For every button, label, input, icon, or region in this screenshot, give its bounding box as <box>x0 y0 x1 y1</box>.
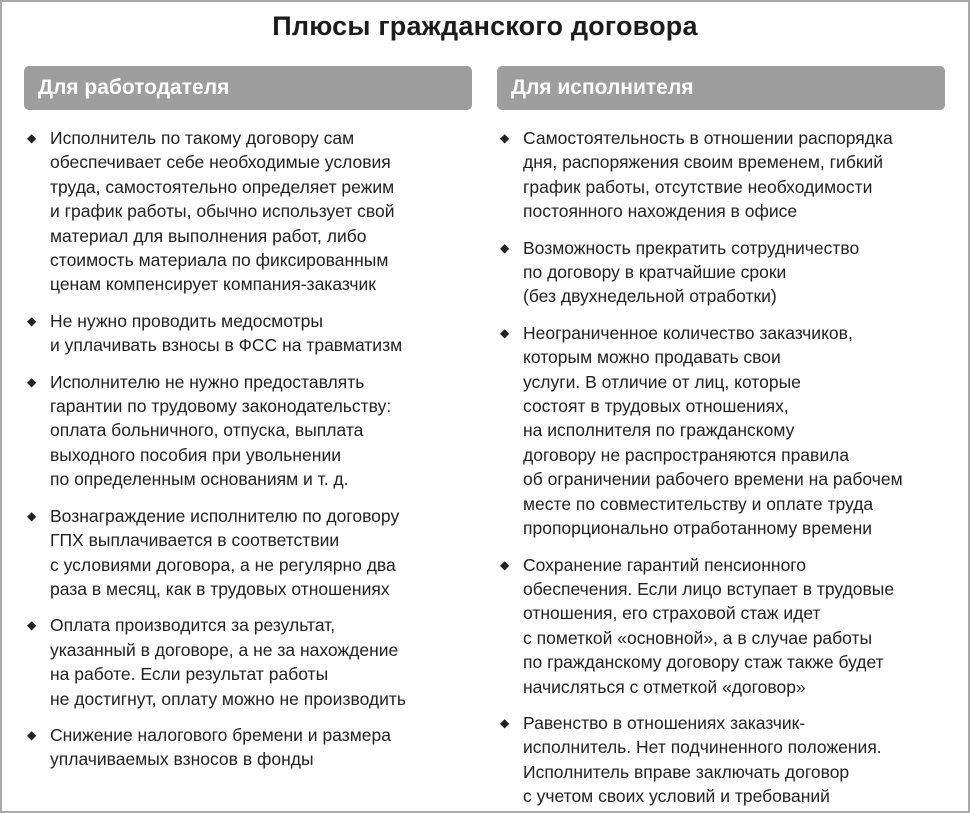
list-item <box>497 126 945 224</box>
page-title: Плюсы гражданского договора <box>272 11 698 41</box>
employer-column <box>24 66 472 784</box>
diamond-bullet-icon: ◆ <box>27 727 37 742</box>
list-item-text: Снижение налогового бремени и размера уплачиваемых взносов в фонды <box>50 724 391 770</box>
list-item-text: Сохранение гарантий пенсионного обеспечения. Если лицо вступает в трудовые отношения, его страховой стаж идет с пометкой «основной», а в случае работы по гражданскому договору стаж также будет начисляться с отметкой «договор» <box>523 554 895 697</box>
diamond-bullet-icon: ◆ <box>27 374 37 389</box>
list-item <box>24 309 472 358</box>
list-item <box>497 711 945 809</box>
diamond-bullet-icon: ◆ <box>500 131 510 145</box>
diamond-bullet-icon: ◆ <box>27 131 37 145</box>
list-item-text: Равенство в отношениях заказчик- исполнитель. Нет подчиненного положения. Исполнитель вправе заключать договор с учетом своих условий и требований <box>523 712 882 807</box>
list-item-text: Оплата производится за результат, указанный в договоре, а не за нахождение на работе. Если результат работы не достигнут, оплату можно не производить <box>50 615 407 709</box>
list-item-text: Исполнитель по такому договору сам обеспечивает себе необходимые условия труда, самостоятельно определяет режим и график работы, обычно использует свой материал для выполнения работ, либо стоимость материала по фиксированным ценам компенсирует компания-заказчик <box>50 128 395 295</box>
list-item <box>24 370 472 492</box>
list-item-text: Самостоятельность в отношении распорядка дня, распоряжения своим временем, гибкий график работы, отсутствие необходимости постоянного нахождения в офисе <box>523 128 893 222</box>
diamond-bullet-icon: ◆ <box>500 557 510 572</box>
list-item-text: Неограниченное количество заказчиков, которым можно продавать свои услуги. В отличие от лиц, которые состоят в трудовых отношениях, на исполнителя по гражданскому договору не распространяются правила об ограничении рабочего времени на рабочем месте по совместительству и оплате труда пропорционально отработанному времени <box>523 322 903 539</box>
list-item-text: Возможность прекратить сотрудничество по договору в кратчайшие сроки (без двухнедельной отработки) <box>523 237 860 307</box>
employer-header: Для работодателя <box>24 66 472 110</box>
list-item-text: Исполнителю не нужно предоставлять гарантии по трудовому законодательству: оплата больничного, отпуска, выплата выходного пособия при увольнении по определенным основаниям и т. д. <box>50 371 392 490</box>
list-item <box>24 613 472 711</box>
list-item <box>497 236 945 309</box>
diamond-bullet-icon: ◆ <box>27 618 37 633</box>
employer-list <box>24 126 472 772</box>
list-item <box>24 126 472 297</box>
diamond-bullet-icon: ◆ <box>500 240 510 255</box>
diamond-bullet-icon: ◆ <box>500 715 510 730</box>
list-item <box>24 504 472 602</box>
contractor-list <box>497 126 945 809</box>
diamond-bullet-icon: ◆ <box>27 313 37 328</box>
list-item <box>497 321 945 541</box>
list-item <box>497 553 945 699</box>
list-item-text: Вознаграждение исполнителю по договору ГПХ выплачивается в соответствии с условиями договора, а не регулярно два раза в месяц, как в трудовых отношениях <box>50 505 400 599</box>
list-item-text: Не нужно проводить медосмотры и уплачивать взносы в ФСС на травматизм <box>50 310 403 356</box>
contractor-header: Для исполнителя <box>497 66 945 110</box>
contractor-column <box>497 66 945 813</box>
diamond-bullet-icon: ◆ <box>500 325 510 340</box>
list-item <box>24 723 472 772</box>
diamond-bullet-icon: ◆ <box>27 508 37 523</box>
